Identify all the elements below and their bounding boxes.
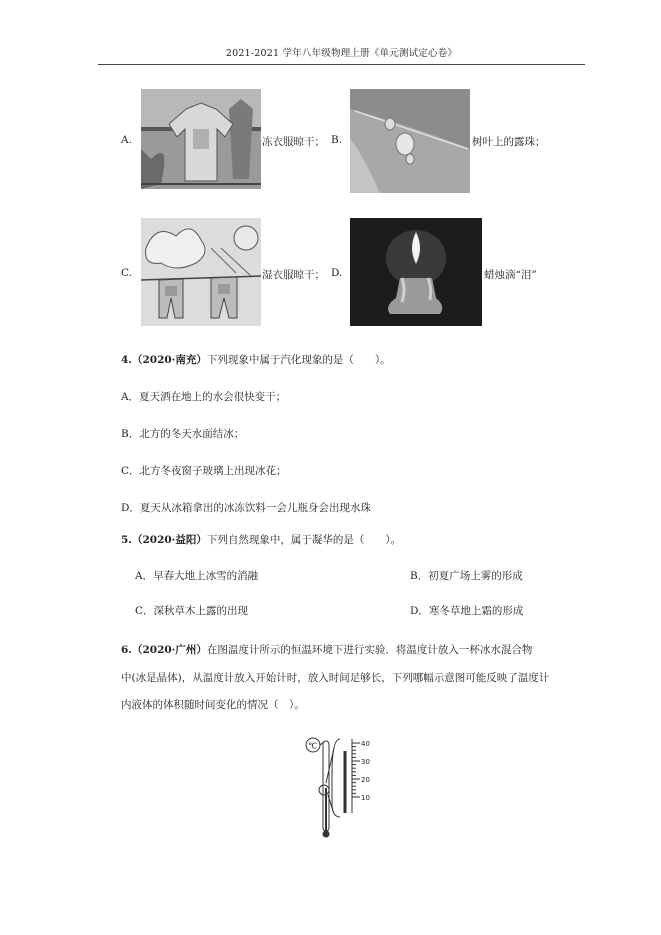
scale-label: 30 [361, 758, 370, 766]
scale-label: 40 [361, 740, 370, 748]
option-b-caption: 树叶上的露珠； [472, 136, 546, 148]
option-d-letter: D. [331, 267, 343, 279]
question-6-line-2: 中(冰是晶体)，从温度计放入开始计时，放入时间足够长，下列哪幅示意图可能反映了温度计 [121, 672, 550, 684]
option-c-letter: C. [121, 267, 132, 279]
dew-leaf-photo [350, 89, 470, 193]
candle-photo [350, 218, 482, 326]
page-header [98, 44, 585, 65]
question-6-line-3: 内液体的体积随时间变化的情况（ ）。 [121, 699, 305, 711]
option-c-caption: 湿衣服晾干； [262, 269, 325, 281]
header-title: 2021-2021 学年八年级物理上册《单元测试定心卷》 [225, 48, 458, 59]
scale-label: 10 [361, 794, 370, 802]
frozen-clothes-photo [141, 89, 261, 189]
question-6-text-1: 在图温度计所示的恒温环境下进行实验．将温度计放入一杯冰水混合物 [206, 644, 533, 656]
q4-option-b: B．北方的冬天水面结冰； [121, 428, 245, 440]
question-5-stem [121, 532, 401, 547]
q5-option-b: B．初夏广场上雾的形成 [410, 570, 523, 582]
option-a-caption: 冻衣服晾干； [262, 136, 325, 148]
wet-clothes-drawing [141, 218, 261, 326]
question-6-tag: 6.（2020·广州） [121, 644, 207, 656]
option-d-caption: 蜡烛滴“泪” [484, 269, 537, 281]
thermometer-figure [300, 733, 380, 845]
question-6-line-1 [121, 642, 532, 657]
question-5-text: 下列自然现象中，属于凝华的是（ ）。 [206, 534, 402, 546]
question-4-tag: 4.（2020·南充） [121, 354, 207, 366]
q4-option-d: D．夏天从冰箱拿出的冰冻饮料一会儿瓶身会出现水珠 [121, 502, 371, 514]
q4-option-a: A．夏天洒在地上的水会很快变干； [121, 391, 287, 403]
option-b-letter: B. [331, 134, 343, 146]
q5-option-a: A．早春大地上冰雪的消融 [135, 570, 259, 582]
option-a-letter: A. [121, 134, 132, 146]
unit-label: ℃ [308, 741, 317, 751]
question-5-tag: 5.（2020·益阳） [121, 534, 207, 546]
q4-option-c: C．北方冬夜窗子玻璃上出现冰花； [121, 465, 287, 477]
scale-label: 20 [361, 776, 370, 784]
question-4-text: 下列现象中属于汽化现象的是（ ）。 [206, 354, 391, 366]
q5-option-c: C．深秋草木上露的出现 [135, 605, 249, 617]
question-4-stem [121, 352, 391, 367]
thermometer-bulb [323, 831, 330, 838]
q5-option-d: D．寒冬草地上霜的形成 [410, 605, 524, 617]
